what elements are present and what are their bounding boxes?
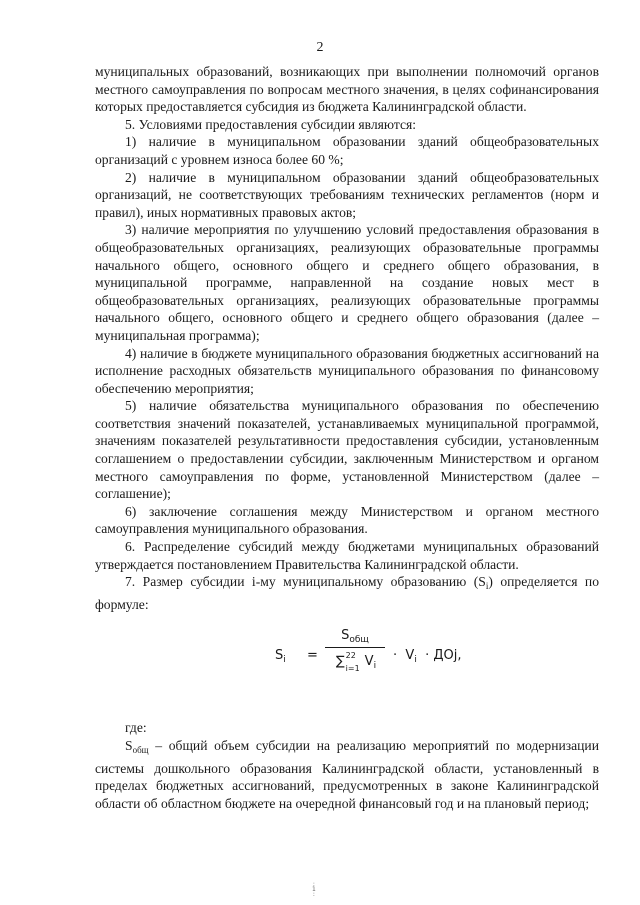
paragraph-condition-2: 2) наличие в муниципальном образовании зданий общеобразовательных организаций, не соответствующих требованиям технических регламентов (норм и правил), иных нормативных правовых актов; xyxy=(95,169,599,220)
paragraph-item-7 xyxy=(95,573,599,613)
item-7-subscript: i xyxy=(485,581,489,592)
page-number: 2 xyxy=(316,40,324,55)
paragraph-condition-1: 1) наличие в муниципальном образовании зданий общеобразовательных организаций с уровнем износа более 60 %; xyxy=(95,134,599,167)
definition-s-total xyxy=(95,737,599,812)
formula-sum-sign: ∑ xyxy=(335,654,345,670)
formula-dot-1: · xyxy=(393,648,398,664)
formula-denominator-var-subscript: i xyxy=(373,661,377,672)
formula-sum-limits xyxy=(345,651,365,674)
where-label: где: xyxy=(125,720,147,736)
formula-denominator xyxy=(327,653,385,676)
formula-rhs-var: V xyxy=(405,648,415,664)
item-7-text-end: ) определяется по формуле: xyxy=(95,574,599,612)
formula-sum-lower: i=1 xyxy=(345,664,360,674)
paragraph-continuation: муниципальных образований, возникающих при выполнении полномочий органов местного самоуправления по вопросам местного значения, в целях софинансирования которых предоставляется субсидия из бюджета Калининградской области. xyxy=(95,64,599,115)
formula-sum-upper: 22 xyxy=(345,651,356,661)
spacer xyxy=(95,697,599,719)
formula-denominator-var: V xyxy=(364,654,374,670)
definition-text: – общий объем субсидии на реализацию мероприятий по модернизации системы дошкольного образования Калининградской области, установленный в пределах бюджетных ассигнований, предусмотренных в законе Калининградской области об областном бюджете на очередной финансовый год и на плановый период; xyxy=(95,738,599,811)
formula-equals: = xyxy=(307,648,318,664)
formula-lhs-symbol: S xyxy=(275,648,284,664)
formula-rhs xyxy=(393,647,462,670)
paragraph-conditions-heading: 5. Условиями предоставления субсидии являются: xyxy=(125,116,417,132)
item-7-text-start: 7. Размер субсидии i-му муниципальному образованию (S xyxy=(125,574,486,590)
footer-mark xyxy=(312,882,316,897)
formula-lhs-subscript: i xyxy=(283,655,286,666)
formula-rhs-var-subscript: i xyxy=(414,655,417,666)
formula-rhs-tail: ДОj, xyxy=(433,648,462,664)
formula-numerator-symbol: S xyxy=(341,628,350,644)
footer-mark-text: : 1 : xyxy=(312,881,316,898)
formula-lhs xyxy=(275,647,286,670)
subsidy-formula xyxy=(95,619,599,697)
paragraph-item-6: 6. Распределение субсидий между бюджетами муниципальных образований утверждается постановлением Правительства Калининградской области. xyxy=(95,539,599,572)
formula-numerator-subscript: общ xyxy=(349,635,369,646)
paragraph-condition-3: 3) наличие мероприятия по улучшению условий предоставления образования в общеобразовательных организациях, реализующих образовательные программы начального общего, основного общего и среднего общего образования, в муниципальной программе, направленной на создание новых мест в общеобразовательных организациях, реализующих образовательные программы начального общего, основного общего и среднего общего образования (далее – муниципальная программа); xyxy=(95,222,599,343)
formula-dot-2: · xyxy=(425,648,430,664)
paragraph-condition-6: 6) заключение соглашения между Министерством и органом местного самоуправления муниципального образования. xyxy=(95,503,599,537)
definition-symbol: S xyxy=(125,738,133,753)
definition-symbol-subscript: общ xyxy=(132,745,149,755)
document-body xyxy=(95,63,599,812)
paragraph-condition-5: 5) наличие обязательства муниципального образования по обеспечению соответствия значений показателей, устанавливаемых муниципальной программой, значениям показателей результативности предоставления субсидии, установленным соглашением о предоставлении субсидии, заключенным Министерством и органом местного самоуправления по форме, установленной Министерством (далее – соглашение); xyxy=(95,398,599,502)
paragraph-condition-4: 4) наличие в бюджете муниципального образования бюджетных ассигнований на исполнение расходных обязательств муниципального образования по финансовому обеспечению мероприятия; xyxy=(95,345,599,396)
